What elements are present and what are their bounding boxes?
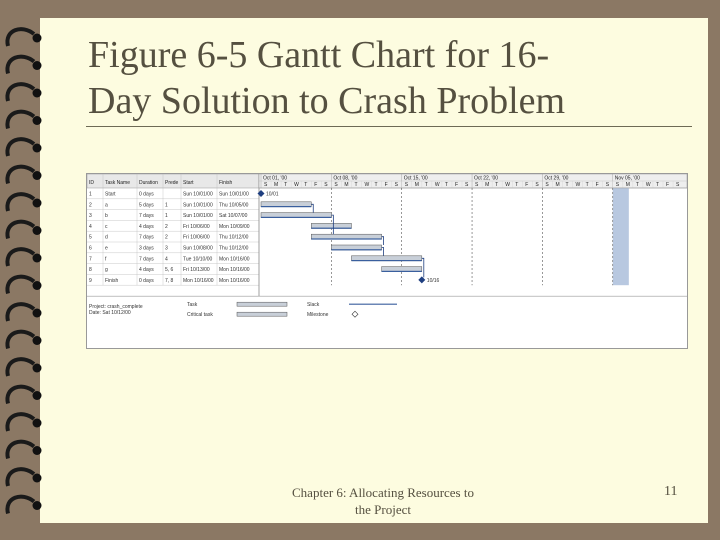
table-cell: Sun 10/01/00	[183, 191, 213, 198]
task-bar-underline	[261, 206, 311, 207]
table-cell: 7 days	[139, 234, 154, 241]
day-letter: W	[645, 182, 651, 188]
legend-critical-swatch	[237, 312, 287, 316]
binding-hole	[33, 281, 42, 290]
day-letter: S	[545, 182, 549, 188]
dependency-arrow	[311, 204, 313, 212]
legend-project-date: Date: Sat 10/12/00	[89, 310, 131, 317]
binding-ring	[7, 167, 34, 184]
table-cell: 4 days	[139, 223, 154, 230]
table-cell: Sun 10/08/00	[183, 245, 213, 252]
binding-hole	[33, 309, 42, 318]
table-cell: Fri 10/06/00	[183, 234, 210, 241]
legend-project-name: Project: crash_complete	[89, 304, 143, 311]
table-cell: 4 days	[139, 267, 154, 274]
table-cell: Fri 10/13/00	[183, 267, 210, 274]
task-bar-underline	[261, 217, 331, 218]
binding-ring	[7, 277, 34, 294]
day-letter: F	[314, 182, 318, 188]
day-letter: S	[615, 182, 620, 188]
day-letter: T	[374, 182, 378, 188]
table-cell: Mon 10/16/00	[219, 256, 250, 263]
column-header: Prede	[165, 180, 179, 186]
binding-ring	[7, 359, 34, 376]
day-letter: M	[625, 182, 630, 188]
binding-ring	[7, 139, 34, 156]
table-cell: f	[105, 256, 107, 263]
table-cell: 5 days	[139, 202, 154, 209]
table-cell: Tue 10/10/00	[183, 256, 213, 263]
table-cell: Mon 10/16/00	[219, 267, 250, 274]
nonworking-shade	[613, 188, 629, 285]
binding-hole	[33, 171, 42, 180]
day-letter: W	[575, 182, 581, 188]
title-line-1: Figure 6-5 Gantt Chart for 16-	[88, 34, 550, 76]
table-cell: b	[105, 213, 108, 220]
week-label: Oct 08, '00	[333, 175, 358, 182]
binding-ring	[7, 387, 34, 404]
binding-hole	[33, 336, 42, 345]
table-cell: 7	[89, 256, 92, 263]
day-letter: S	[475, 182, 479, 188]
day-letter: S	[465, 182, 469, 188]
slide-title	[88, 32, 698, 124]
table-cell: g	[105, 267, 108, 274]
table-cell: 3	[165, 245, 168, 252]
day-letter: T	[354, 182, 358, 188]
table-cell: 7 days	[139, 256, 154, 263]
table-cell: 7, 8	[165, 277, 174, 284]
day-letter: F	[454, 182, 459, 188]
milestone-marker	[418, 276, 425, 283]
binding-ring	[7, 112, 34, 129]
day-letter: W	[294, 182, 299, 188]
day-letter: W	[434, 182, 440, 188]
binding-ring	[7, 84, 34, 101]
day-letter: M	[414, 182, 419, 188]
binding-ring	[7, 194, 34, 211]
table-cell: 2	[165, 223, 168, 230]
legend-milestone-icon	[352, 311, 358, 317]
table-cell: Thu 10/12/00	[219, 234, 249, 241]
day-letter: T	[284, 182, 288, 188]
day-letter: F	[666, 182, 670, 188]
column-header: ID	[89, 180, 94, 186]
table-cell: Finish	[105, 277, 119, 284]
table-cell: 6	[89, 245, 92, 252]
week-label: Nov 05, '00	[614, 175, 640, 182]
day-letter: F	[595, 182, 599, 188]
table-cell: 1	[165, 213, 168, 220]
binding-hole	[33, 34, 42, 43]
table-cell: 2	[165, 234, 168, 241]
day-letter: S	[404, 182, 409, 188]
table-cell: a	[105, 202, 108, 209]
table-cell: Sun 10/01/00	[183, 202, 213, 209]
binding-hole	[33, 61, 42, 70]
binding-ring	[7, 249, 34, 266]
table-cell: Sun 10/01/00	[219, 191, 249, 198]
table-cell: e	[105, 245, 108, 252]
day-letter: S	[334, 182, 338, 188]
day-letter: M	[274, 182, 279, 188]
table-cell: 1	[89, 191, 92, 198]
table-cell: Mon 10/16/00	[219, 277, 250, 284]
binding-ring	[7, 414, 34, 431]
binding-hole	[33, 226, 42, 235]
day-letter: S	[605, 182, 610, 188]
binding-ring	[7, 332, 34, 349]
task-bar-underline	[311, 238, 381, 239]
binding-hole	[33, 391, 42, 400]
day-letter: T	[515, 182, 519, 188]
day-letter: T	[424, 182, 428, 188]
slide-footer	[280, 484, 486, 518]
gantt-chart	[86, 173, 688, 349]
day-letter: T	[655, 182, 660, 188]
milestone-label: 10/01	[266, 191, 279, 198]
day-letter: M	[485, 182, 490, 188]
binding-ring	[7, 222, 34, 239]
binding-hole	[33, 419, 42, 428]
day-letter: M	[555, 182, 560, 188]
day-letter: T	[444, 182, 448, 188]
footer-line-2: the Project	[355, 502, 411, 517]
footer-line-1: Chapter 6: Allocating Resources to	[292, 485, 474, 500]
legend-task-label: Task	[187, 302, 198, 309]
table-cell: 3	[89, 213, 92, 220]
day-letter: F	[384, 182, 388, 188]
column-header: Start	[183, 180, 194, 186]
task-bar-underline	[382, 271, 422, 272]
table-cell: 3 days	[139, 245, 154, 252]
binding-ring	[7, 469, 34, 486]
table-cell: 8	[89, 267, 92, 274]
day-letter: S	[535, 182, 539, 188]
legend-critical-label: Critical task	[187, 312, 213, 319]
binding-hole	[33, 116, 42, 125]
day-letter: W	[505, 182, 510, 188]
week-label: Oct 29, '00	[544, 175, 569, 182]
table-cell: c	[105, 223, 108, 230]
day-letter: F	[525, 182, 529, 188]
legend-milestone-label: Milestone	[307, 312, 329, 319]
dependency-arrow	[422, 258, 424, 277]
table-cell: Mon 10/09/00	[219, 223, 250, 230]
day-letter: S	[324, 182, 328, 188]
dependency-arrow	[382, 248, 384, 256]
legend-task-swatch	[237, 302, 287, 306]
table-cell: 4	[165, 256, 168, 263]
table-cell: d	[105, 234, 108, 241]
table-cell: Fri 10/06/00	[183, 223, 210, 230]
binding-ring	[7, 29, 34, 46]
task-bar-underline	[331, 249, 381, 250]
day-letter: M	[344, 182, 349, 188]
task-bar-underline	[311, 228, 351, 229]
table-cell: Sun 10/01/00	[183, 213, 213, 220]
column-header: Duration	[139, 180, 158, 186]
week-label: Oct 15, '00	[403, 175, 428, 182]
title-underline	[86, 126, 692, 127]
binding-hole	[33, 144, 42, 153]
day-letter: S	[264, 182, 268, 188]
title-line-2: Day Solution to Crash Problem	[88, 80, 566, 122]
table-cell: 5	[89, 234, 92, 241]
day-letter: W	[364, 182, 370, 188]
table-cell: 0 days	[139, 277, 154, 284]
table-cell: 5, 6	[165, 267, 174, 274]
binding-hole	[33, 254, 42, 263]
table-cell: Start	[105, 191, 116, 198]
table-cell: Thu 10/12/00	[219, 245, 249, 252]
column-header: Finish	[219, 180, 233, 186]
day-letter: T	[565, 182, 569, 188]
day-letter: T	[585, 182, 589, 188]
binding-ring	[7, 304, 34, 321]
binding-ring	[7, 57, 34, 74]
table-cell: Sat 10/07/00	[219, 213, 248, 220]
table-cell: Thu 10/05/00	[219, 202, 249, 209]
day-letter: S	[676, 182, 680, 188]
dependency-arrow	[382, 237, 384, 245]
week-label: Oct 22, '00	[474, 175, 499, 182]
table-cell: 7 days	[139, 213, 154, 220]
day-letter: T	[635, 182, 639, 188]
table-cell: 4	[89, 223, 92, 230]
table-cell: 2	[89, 202, 92, 209]
table-cell: 0 days	[139, 191, 154, 198]
binding-hole	[33, 446, 42, 455]
binding-hole	[33, 501, 42, 510]
day-letter: T	[304, 182, 308, 188]
day-letter: S	[394, 182, 398, 188]
table-cell: 9	[89, 277, 92, 284]
binding-hole	[33, 364, 42, 373]
binding-hole	[33, 474, 42, 483]
day-letter: T	[495, 182, 499, 188]
binding-ring	[7, 497, 34, 514]
task-bar-underline	[351, 260, 421, 261]
spiral-binding	[0, 24, 80, 524]
binding-ring	[7, 442, 34, 459]
binding-hole	[33, 199, 42, 208]
table-cell: Mon 10/16/00	[183, 277, 214, 284]
column-header: Task Name	[105, 180, 131, 186]
milestone-label: 10/16	[426, 277, 440, 284]
table-cell: 1	[165, 202, 168, 209]
legend-slack-label: Slack	[307, 302, 320, 309]
page-number: 11	[664, 484, 678, 499]
binding-hole	[33, 89, 42, 98]
week-label: Oct 01, '00	[263, 175, 288, 182]
milestone-marker	[258, 190, 265, 197]
